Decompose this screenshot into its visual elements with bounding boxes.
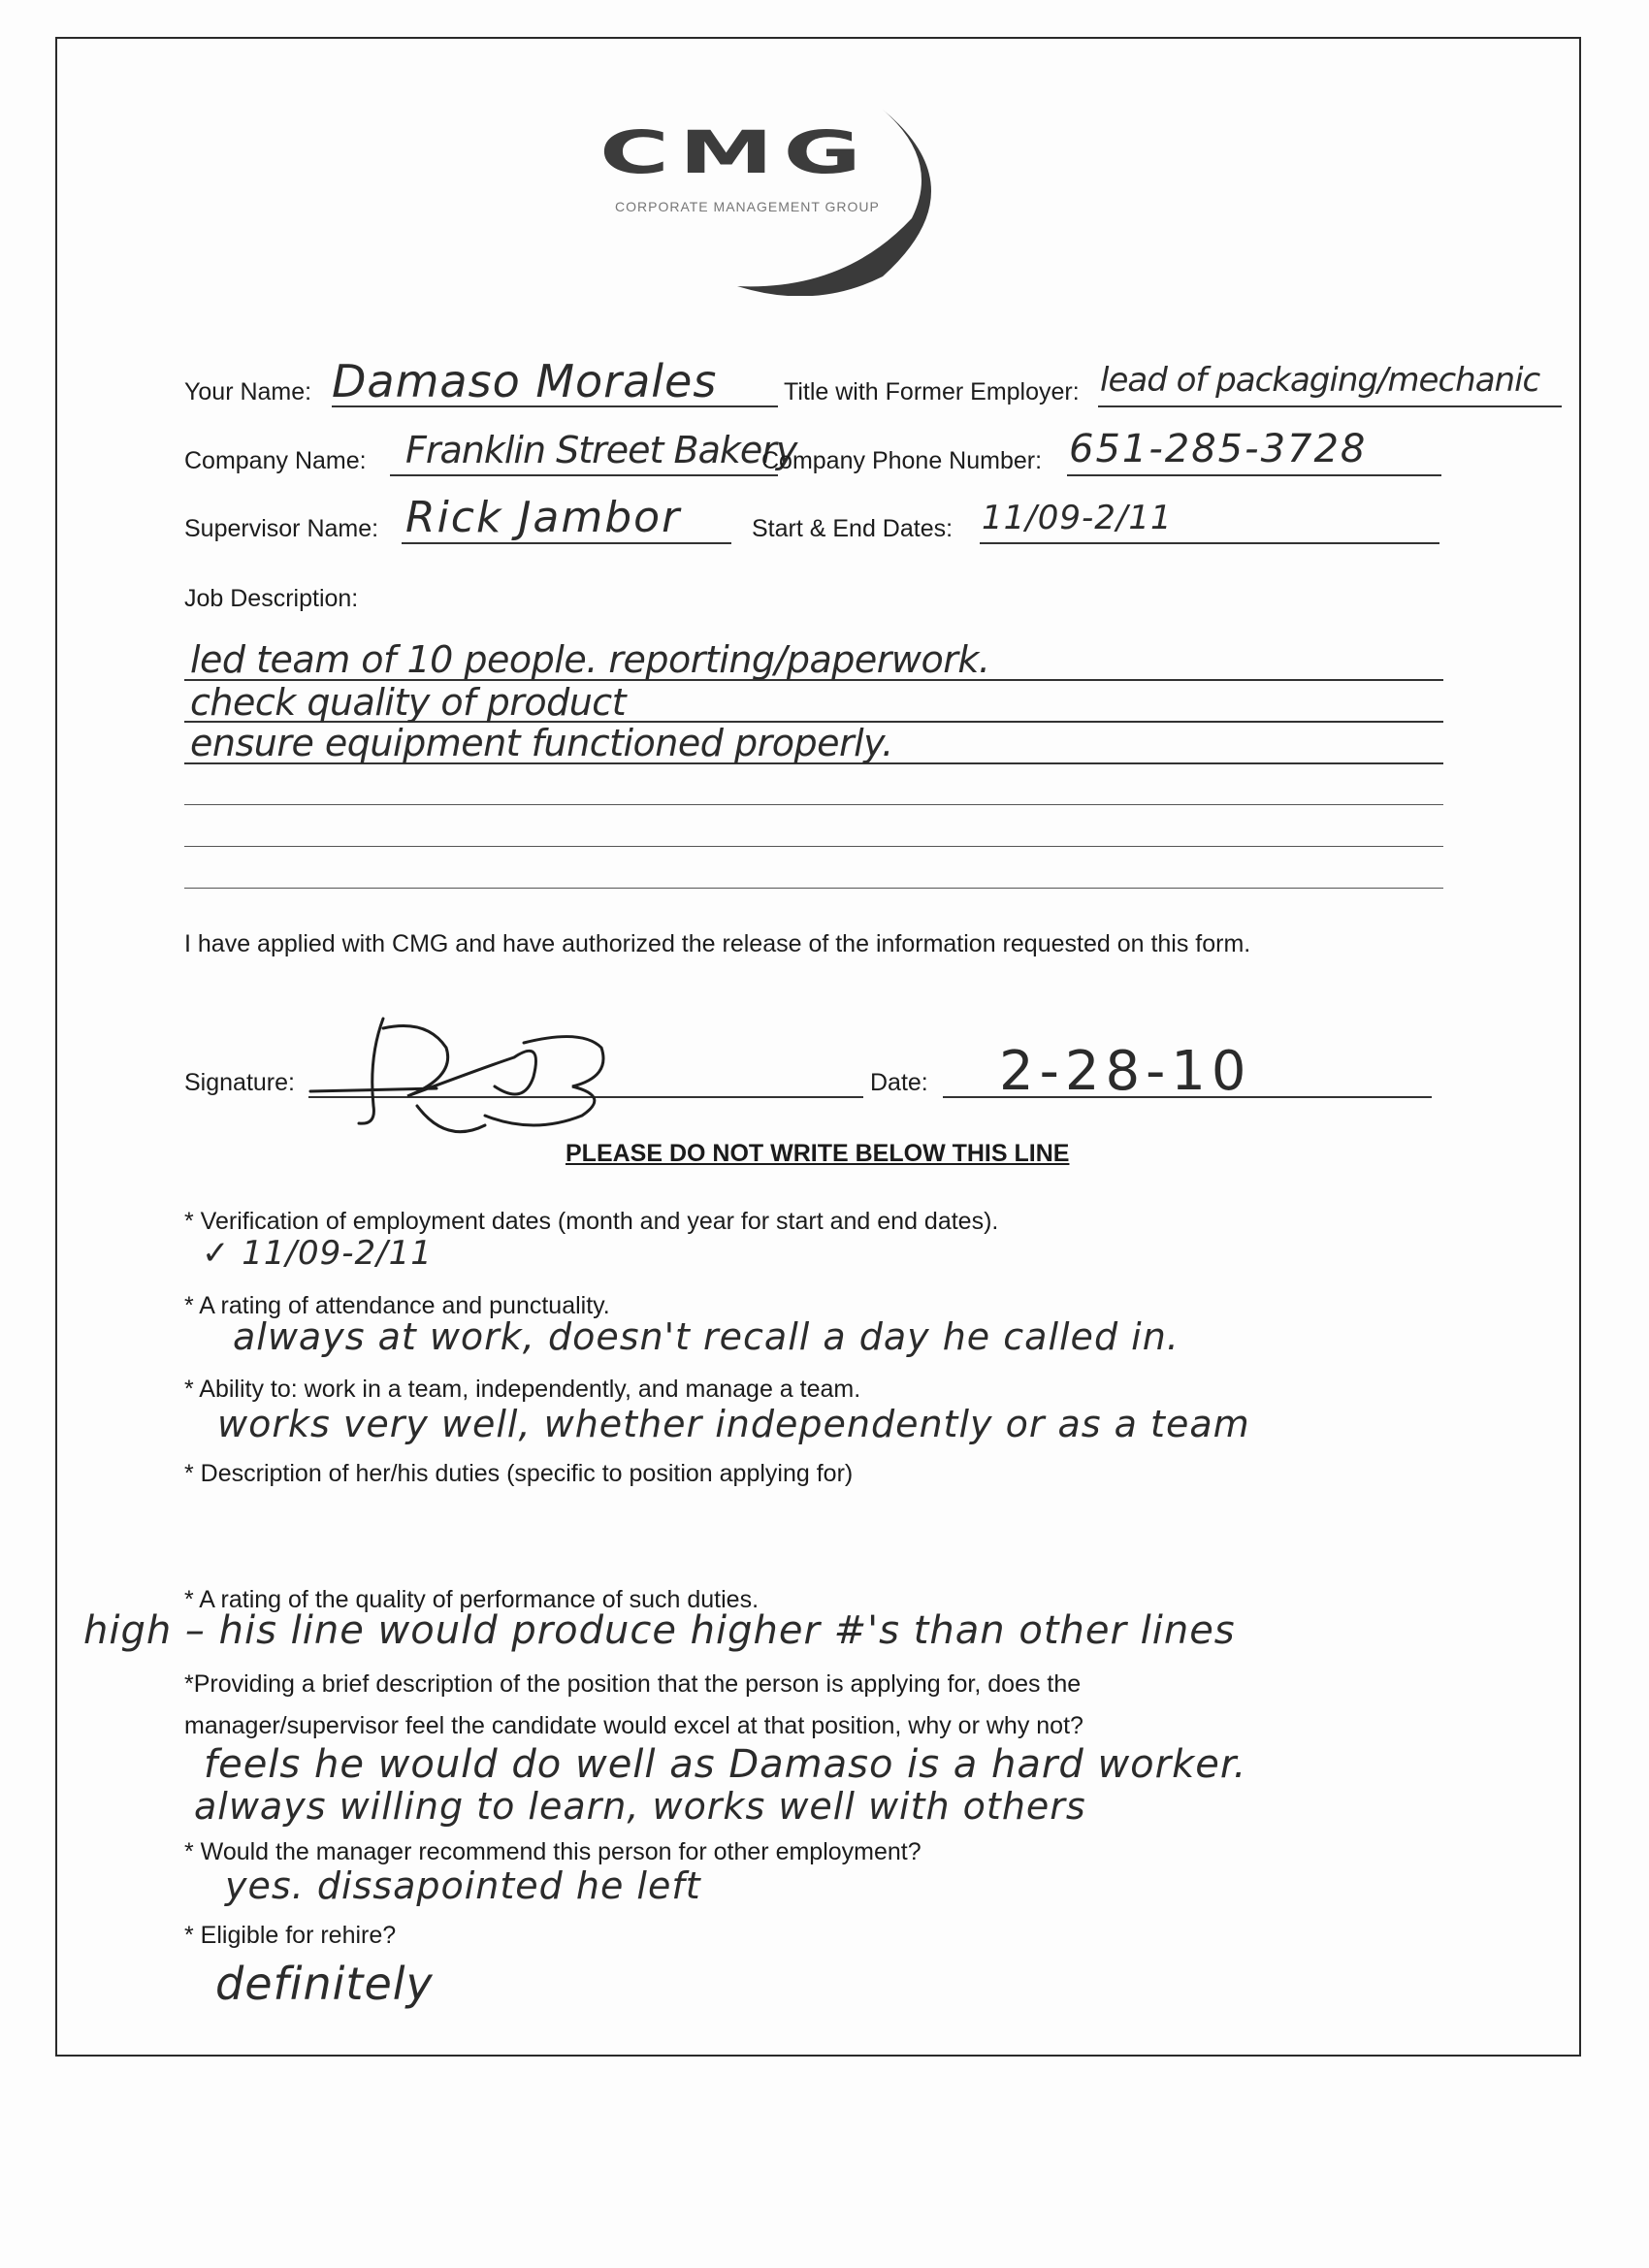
company-phone-line xyxy=(1067,474,1441,476)
job-line-5 xyxy=(184,846,1443,847)
start-end-dates-value[interactable]: 11/09-2/11 xyxy=(982,499,1173,537)
company-phone-label: Company Phone Number: xyxy=(761,447,1043,474)
cmg-logo xyxy=(592,102,970,296)
question-attendance: * A rating of attendance and punctuality. xyxy=(184,1292,610,1319)
job-description-line-2[interactable]: check quality of product xyxy=(190,681,627,724)
answer-rehire[interactable]: definitely xyxy=(215,1958,434,2010)
answer-excel-line-1[interactable]: feels he would do well as Damaso is a hard worker. xyxy=(204,1742,1247,1787)
question-performance: * A rating of the quality of performance of such duties. xyxy=(184,1586,760,1613)
company-name-label: Company Name: xyxy=(184,447,367,474)
question-excel-line-1: *Providing a brief description of the position that the person is applying for, does the xyxy=(184,1670,1082,1698)
question-verification: * Verification of employment dates (month and year for start and end dates). xyxy=(184,1208,999,1235)
date-label: Date: xyxy=(870,1069,928,1096)
job-description-label: Job Description: xyxy=(184,585,359,612)
question-rehire: * Eligible for rehire? xyxy=(184,1922,397,1949)
answer-attendance[interactable]: always at work, doesn't recall a day he called in. xyxy=(233,1315,1180,1358)
question-duties: * Description of her/his duties (specific to position applying for) xyxy=(184,1460,854,1487)
answer-teamwork[interactable]: works very well, whether independently or as a team xyxy=(217,1403,1250,1445)
logo-wordmark: CMG xyxy=(599,118,871,187)
signature-scribble-icon[interactable] xyxy=(291,999,640,1145)
signature-label: Signature: xyxy=(184,1069,295,1096)
title-former-value[interactable]: lead of packaging/mechanic xyxy=(1100,361,1540,400)
start-end-dates-label: Start & End Dates: xyxy=(752,515,954,542)
question-excel-line-2: manager/supervisor feel the candidate would excel at that position, why or why not? xyxy=(184,1712,1083,1739)
supervisor-name-label: Supervisor Name: xyxy=(184,515,379,542)
job-line-6 xyxy=(184,888,1443,889)
question-recommend: * Would the manager recommend this person for other employment? xyxy=(184,1838,922,1865)
do-not-write-heading: PLEASE DO NOT WRITE BELOW THIS LINE xyxy=(566,1140,1070,1167)
job-description-line-3[interactable]: ensure equipment functioned properly. xyxy=(190,722,893,764)
start-end-dates-line xyxy=(980,542,1439,544)
supervisor-name-value[interactable]: Rick Jambor xyxy=(405,493,682,542)
authorization-text: I have applied with CMG and have authorized the release of the information requested on this form. xyxy=(184,930,1251,957)
question-teamwork: * Ability to: work in a team, independently, and manage a team. xyxy=(184,1376,861,1403)
job-line-4 xyxy=(184,804,1443,805)
answer-excel-line-2[interactable]: always willing to learn, works well with others xyxy=(194,1785,1086,1828)
supervisor-name-line xyxy=(402,542,731,544)
job-description-line-1[interactable]: led team of 10 people. reporting/paperwork. xyxy=(190,638,990,681)
company-phone-value[interactable]: 651-285-3728 xyxy=(1069,427,1368,471)
logo-tagline: CORPORATE MANAGEMENT GROUP xyxy=(615,199,880,214)
date-value[interactable]: 2-28-10 xyxy=(999,1040,1252,1103)
title-former-label: Title with Former Employer: xyxy=(784,378,1080,405)
answer-performance[interactable]: high – his line would produce higher #'s than other lines xyxy=(83,1608,1236,1653)
title-former-line xyxy=(1098,405,1562,407)
company-name-value[interactable]: Franklin Street Bakery xyxy=(405,429,797,471)
company-name-line xyxy=(390,474,778,476)
your-name-value[interactable]: Damaso Morales xyxy=(332,355,718,407)
answer-recommend[interactable]: yes. dissapointed he left xyxy=(225,1864,701,1907)
your-name-label: Your Name: xyxy=(184,378,312,405)
answer-verification[interactable]: ✓ 11/09-2/11 xyxy=(202,1234,433,1273)
